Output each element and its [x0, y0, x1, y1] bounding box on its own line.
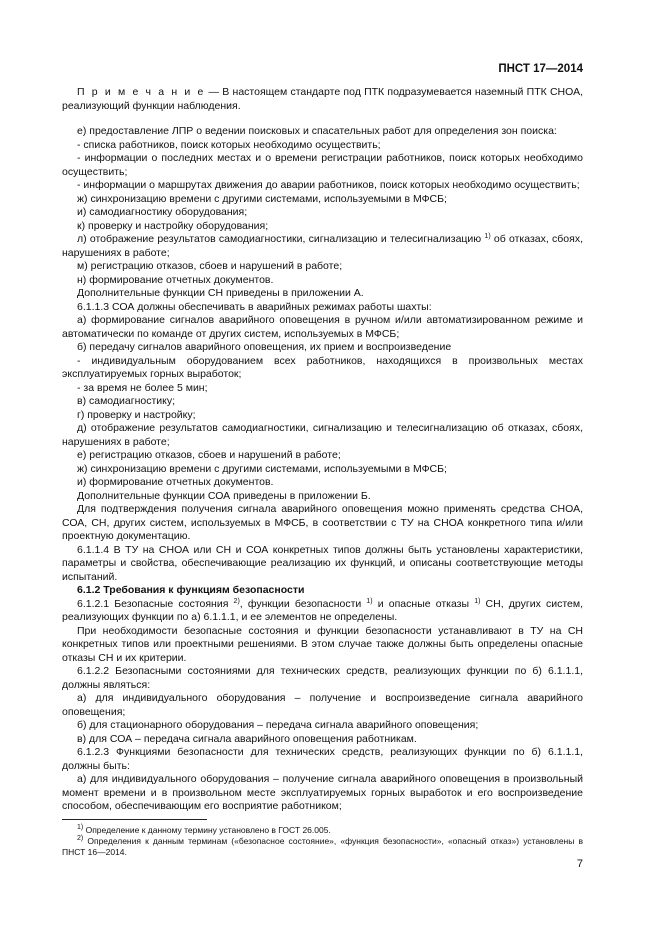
paragraph: 6.1.1.3 СОА должны обеспечивать в аварийных режимах работы шахты: — [77, 300, 432, 313]
text-run: об отказах, сбоях, нарушениях в работе; — [62, 233, 583, 259]
paragraph: б) передачу сигналов аварийного оповещения, их прием и воспроизведение — [77, 341, 452, 353]
paragraph: 6.1.2.2 Безопасными состояниями для технических средств, реализующих функции по б) 6.1.1.1, должны являться: — [62, 665, 583, 691]
footnote-ref: 1) — [474, 597, 481, 605]
paragraph: а) формирование сигналов аварийного оповещения в ручном и/или автоматизированном режиме и автоматически по команде от других систем, используемых в МФСБ; — [62, 314, 583, 340]
footnote-mark: 1) — [77, 824, 84, 831]
paragraph: н) формирование отчетных документов. — [77, 273, 274, 286]
note-label: П р и м е ч а н и е — [77, 86, 206, 98]
text-run: 6.1.2.1 Безопасные состояния — [77, 597, 234, 610]
paragraph: в) самодиагностику; — [77, 395, 176, 407]
paragraph: и) формирование отчетных документов. — [77, 476, 274, 488]
paragraph: Для подтверждения получения сигнала аварийного оповещения можно применять средства СНОА, СОА, СН, других систем, используемых в МФСБ, в соответствии с ТУ на СНОА конкретного типа и/или проектную документацию. — [62, 503, 583, 542]
paragraph: е) регистрацию отказов, сбоев и нарушений в работе; — [77, 449, 341, 461]
paragraph: - за время не более 5 мин; — [77, 381, 208, 394]
paragraph: г) проверку и настройку; — [77, 408, 196, 421]
footnote-ref: 1) — [484, 233, 491, 240]
text-run: и опасные отказы — [372, 597, 475, 610]
footnote-ref: 1) — [366, 597, 373, 605]
footnote-ref: 2) — [233, 597, 240, 605]
main-text — [62, 125, 583, 814]
paragraph: б) для стационарного оборудования – передача сигнала аварийного оповещения; — [77, 719, 479, 731]
paragraph: а) для индивидуального оборудования – получение сигнала аварийного оповещения в произвольный момент времени и в произвольном месте эксплуатируемых горных выработок и его воспроизведение способом, обеспечивающим его восприятие работником; — [62, 773, 583, 812]
document-code-header: ПНСТ 17—2014 — [498, 63, 583, 75]
footnotes — [62, 825, 583, 858]
paragraph: д) отображение результатов самодиагностики, сигнализацию и телесигнализацию об отказах, сбоях, нарушениях в работе; — [62, 422, 583, 448]
footnote-mark: 2) — [77, 835, 84, 842]
text-run: СН, других систем, реализующих функции по а) 6.1.1.1, и ее элементов не определены. — [62, 597, 583, 623]
paragraph: При необходимости безопасные состояния и функции безопасности устанавливают в ТУ на СН конкретных типов или проектными решениями. В этом случае также должны быть определены опасные отказы СН и их критерии. — [62, 624, 583, 664]
paragraph: а) для индивидуального оборудования – получение и воспроизведение сигнала аварийного оповещения; — [62, 692, 583, 718]
paragraph: Дополнительные функции СН приведены в приложении А. — [77, 287, 364, 299]
note-block — [62, 86, 583, 113]
paragraph: - информации о маршрутах движения до аварии работников, поиск которых необходимо осуществить; — [77, 179, 580, 191]
footnote-text: Определения к данным терминам («безопасное состояние», «функция безопасности», «опасный отказ») установлены в ПНСТ 16—2014. — [62, 836, 583, 857]
paragraph: к) проверку и настройку оборудования; — [77, 219, 269, 232]
page-number: 7 — [576, 858, 583, 870]
footnote — [62, 836, 583, 858]
footnote — [62, 825, 583, 836]
paragraph: ж) синхронизацию времени с другими системами, используемыми в МФСБ; — [77, 192, 447, 205]
paragraph: - списка работников, поиск которых необходимо осуществить; — [77, 138, 381, 151]
paragraph: Дополнительные функции СОА приведены в приложении Б. — [77, 489, 371, 502]
paragraph: 6.1.1.4 В ТУ на СНОА или СН и СОА конкретных типов должны быть установлены характеристики, параметры и свойства, обеспечивающие реализацию их функций, и описаны соответствующие методы испытаний. — [62, 543, 583, 583]
paragraph: е) предоставление ЛПР о ведении поисковых и спасательных работ для определения зон поиска: — [77, 125, 557, 137]
paragraph: - индивидуальным оборудованием всех работников, находящихся в произвольных местах эксплуатируемых горных выработок; — [62, 354, 583, 380]
text-run: , функции безопасности — [239, 597, 367, 610]
footnote-text: Определение к данному термину установлено в ГОСТ 26.005. — [83, 825, 331, 835]
paragraph: и) самодиагностику оборудования; — [77, 206, 248, 218]
paragraph: 6.1.2.3 Функциями безопасности для технических средств, реализующих функции по б) 6.1.1.1, должны быть: — [62, 746, 583, 772]
paragraph: м) регистрацию отказов, сбоев и нарушений в работе; — [77, 260, 343, 272]
text-run: л) отображение результатов самодиагностики, сигнализацию и телесигнализацию — [77, 233, 485, 245]
footnote-divider — [62, 819, 207, 820]
note-text: — В настоящем стандарте под ПТК подразумевается наземный ПТК СНОА, реализующий функции наблюдения. — [62, 86, 583, 112]
paragraph: - информации о последних местах и о времени регистрации работников, поиск которых необходимо осуществить; — [62, 152, 583, 178]
paragraph — [62, 233, 583, 260]
paragraph — [62, 598, 583, 625]
section-heading: 6.1.2 Требования к функциям безопасности — [77, 584, 305, 596]
paragraph: ж) синхронизацию времени с другими системами, используемыми в МФСБ; — [77, 462, 447, 475]
paragraph: в) для СОА – передача сигнала аварийного оповещения работникам. — [77, 732, 417, 745]
